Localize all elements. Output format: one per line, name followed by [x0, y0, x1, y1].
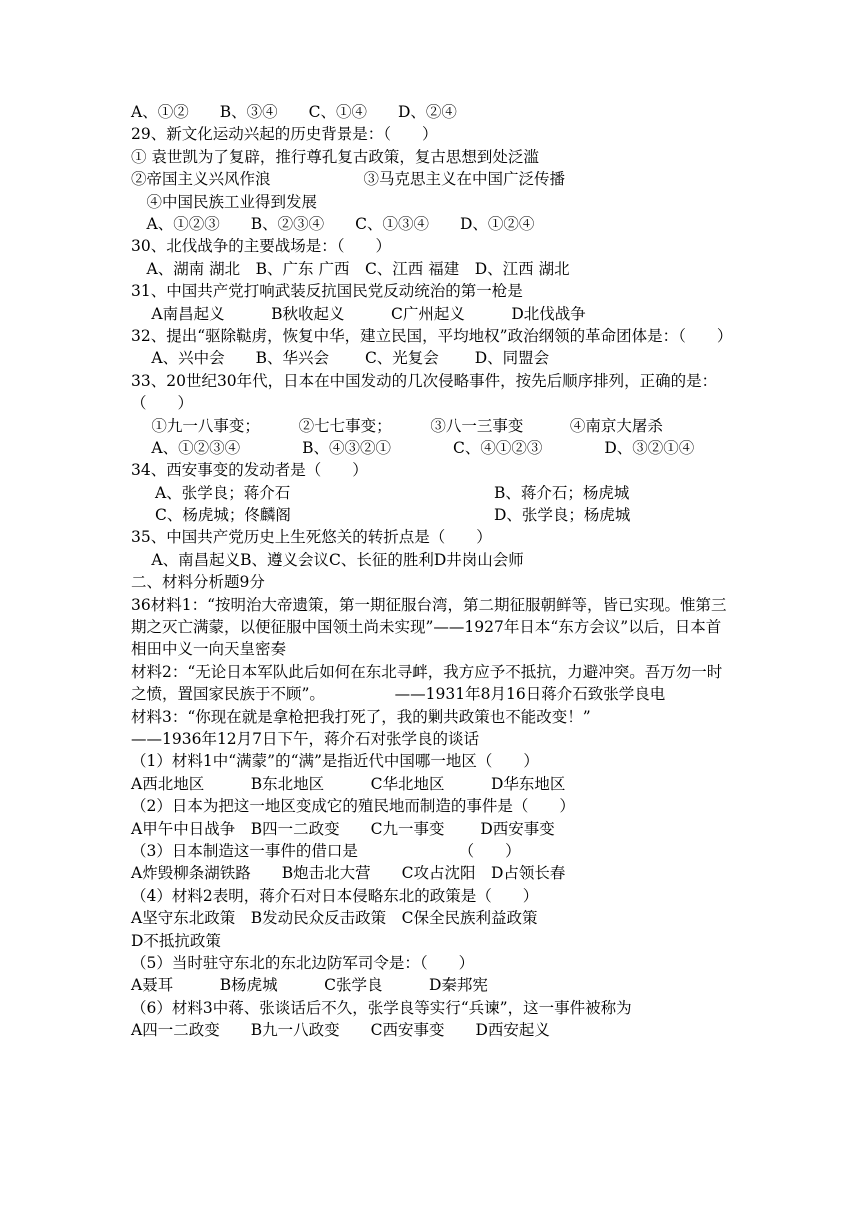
q31-question: 31、中国共产党打响武装反抗国民党反动统治的第一枪是 — [131, 282, 523, 301]
q29-options: A、①②③ B、②③④ C、①③④ D、①②④ — [131, 214, 535, 233]
q33-options: A、①②③④ B、④③②① C、④①②③ D、③②①④ — [131, 438, 695, 457]
q34-option-d: D、张学良；杨虎城 — [494, 506, 631, 525]
q34-option-b: B、蒋介石；杨虎城 — [494, 483, 630, 502]
q32-question: 32、提出“驱除鞑虏，恢复中华，建立民国，平均地权”政治纲领的革命团体是：（ ） — [131, 326, 733, 345]
q31-options: A南昌起义 B秋收起义 C广州起义 D北伐战争 — [131, 304, 586, 323]
q34-option-c: C、杨虎城；佟麟阁 — [155, 506, 291, 525]
q34-options-row-2 — [131, 504, 731, 526]
q29-item-4: ④中国民族工业得到发展 — [131, 192, 318, 211]
material-3-source: ——1936年12月7日下午，蒋介石对张学良的谈话 — [131, 730, 480, 749]
q30-question: 30、北伐战争的主要战场是：（ ） — [131, 237, 391, 256]
q33-question: 33、20世纪30年代，日本在中国发动的几次侵略事件，按先后顺序排列，正确的是：（ ） — [131, 371, 718, 413]
exam-page — [131, 101, 731, 1042]
q34-question: 34、西安事变的发动者是（ ） — [131, 461, 368, 480]
sub-q2-options: A甲午中日战争 B四一二政变 C九一事变 D西安事变 — [131, 819, 555, 838]
q32-options: A、兴中会 B、华兴会 C、光复会 D、同盟会 — [131, 349, 550, 368]
sub-q4-option-d: D不抵抗政策 — [131, 931, 221, 950]
sub-q3-options: A炸毁柳条湖铁路 B炮击北大营 C攻占沈阳 D占领长春 — [131, 864, 566, 883]
q30-options: A、湖南 湖北 B、广东 广西 C、江西 福建 D、江西 湖北 — [131, 259, 570, 278]
material-1: 36材料1：“按明治大帝遗策，第一期征服台湾，第二期征服朝鲜等，皆已实现。惟第三期之灭亡满蒙，以便征服中国领土尚未实现”——1927年日本“东方会议”以后，日本首相田中义一向天皇密奏 — [131, 595, 727, 659]
sub-q1: （1）材料1中“满蒙”的“满”是指近代中国哪一地区（ ） — [131, 752, 539, 771]
material-2: 材料2：“无论日本军队此后如何在东北寻衅，我方应予不抵抗，力避冲突。吾万勿一时之愤，置国家民族于不顾”。 ——1931年8月16日蒋介石致张学良电 — [131, 662, 723, 704]
material-3: 材料3：“你现在就是拿枪把我打死了，我的剿共政策也不能改变！” — [131, 707, 591, 726]
q29-items-2-3: ②帝国主义兴风作浪 ③马克思主义在中国广泛传播 — [131, 170, 566, 189]
sub-q3: （3）日本制造这一事件的借口是 （ ） — [131, 842, 521, 861]
section-heading: 二、材料分析题9分 — [131, 573, 265, 592]
sub-q4-options: A坚守东北政策 B发动民众反击政策 C保全民族利益政策 — [131, 909, 538, 928]
sub-q6: （6）材料3中蒋、张谈话后不久，张学良等实行“兵谏”，这一事件被称为 — [131, 998, 632, 1017]
sub-q4: （4）材料2表明，蒋介石对日本侵略东北的政策是（ ） — [131, 886, 539, 905]
q28-options: A、①② B、③④ C、①④ D、②④ — [131, 103, 457, 121]
q29-question: 29、新文化运动兴起的历史背景是：（ ） — [131, 125, 438, 144]
q29-item-1: ① 袁世凯为了复辟，推行尊孔复古政策，复古思想到处泛滥 — [131, 147, 539, 166]
sub-q5: （5）当时驻守东北的东北边防军司令是：（ ） — [131, 953, 475, 972]
q35-question: 35、中国共产党历史上生死悠关的转折点是（ ） — [131, 528, 492, 547]
sub-q6-options: A四一二政变 B九一八政变 C西安事变 D西安起义 — [131, 1021, 550, 1040]
q35-options: A、南昌起义B、遵义会议C、长征的胜利D井岗山会师 — [131, 550, 524, 569]
q34-options-row-1 — [131, 482, 731, 504]
q34-option-a: A、张学良；蒋介石 — [155, 483, 291, 502]
sub-q1-options: A西北地区 B东北地区 C华北地区 D华东地区 — [131, 774, 566, 793]
q33-events: ①九一八事变； ②七七事变； ③八一三事变 ④南京大屠杀 — [131, 416, 663, 435]
sub-q5-options: A聂耳 B杨虎城 C张学良 D秦邦宪 — [131, 976, 488, 995]
sub-q2: （2）日本为把这一地区变成它的殖民地而制造的事件是（ ） — [131, 797, 575, 816]
